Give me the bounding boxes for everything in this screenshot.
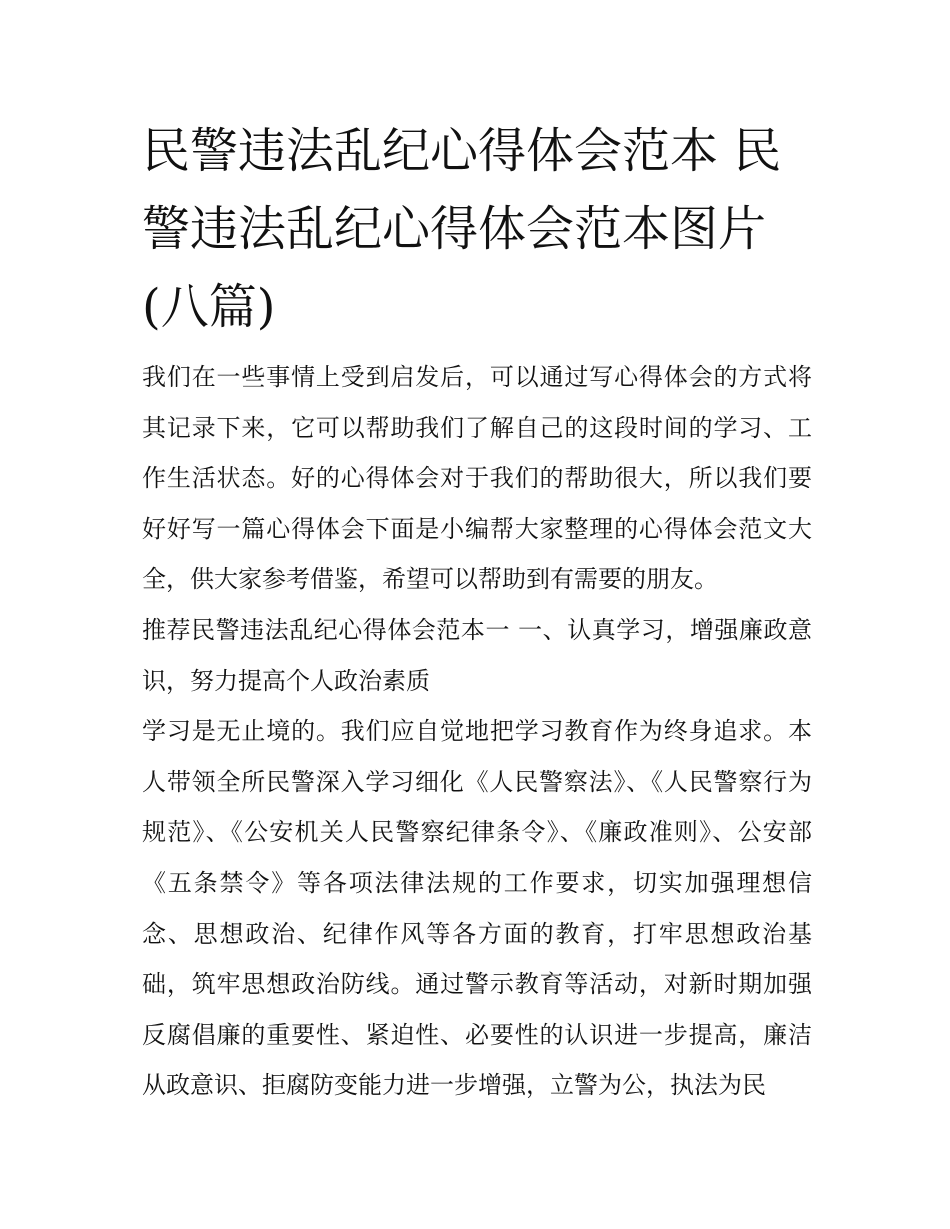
study-paragraph: 学习是无止境的。我们应自觉地把学习教育作为终身追求。本人带领全所民警深入学习细化《人民警察法》、《人民警察行为规范》、《公安机关人民警察纪律条令》、《廉政准则》、公安部《五条禁令》等各项法律法规的工作要求，切实加强理想信念、思想政治、纪律作风等各方面的教育，打牢思想政治基础，筑牢思想政治防线。通过警示教育等活动，对新时期加强反腐倡廉的重要性、紧迫性、必要性的认识进一步提高，廉洁从政意识、拒腐防变能力进一步增强，立警为公，执法为民 (142, 717, 812, 1100)
intro-paragraph: 我们在一些事情上受到启发后，可以通过写心得体会的方式将其记录下来，它可以帮助我们了解自己的这段时间的学习、工作生活状态。好的心得体会对于我们的帮助很大，所以我们要好好写一篇心得体会下面是小编帮大家整理的心得体会范文大全，供大家参考借鉴，希望可以帮助到有需要的朋友。 (142, 363, 812, 594)
document-body (142, 352, 812, 1111)
document-title: 民警违法乱纪心得体会范本 民警违法乱纪心得体会范本图片(八篇) (142, 123, 782, 335)
section-heading-paragraph: 推荐民警违法乱纪心得体会范本一 一、认真学习，增强廉政意识，努力提高个人政治素质 (142, 615, 812, 695)
